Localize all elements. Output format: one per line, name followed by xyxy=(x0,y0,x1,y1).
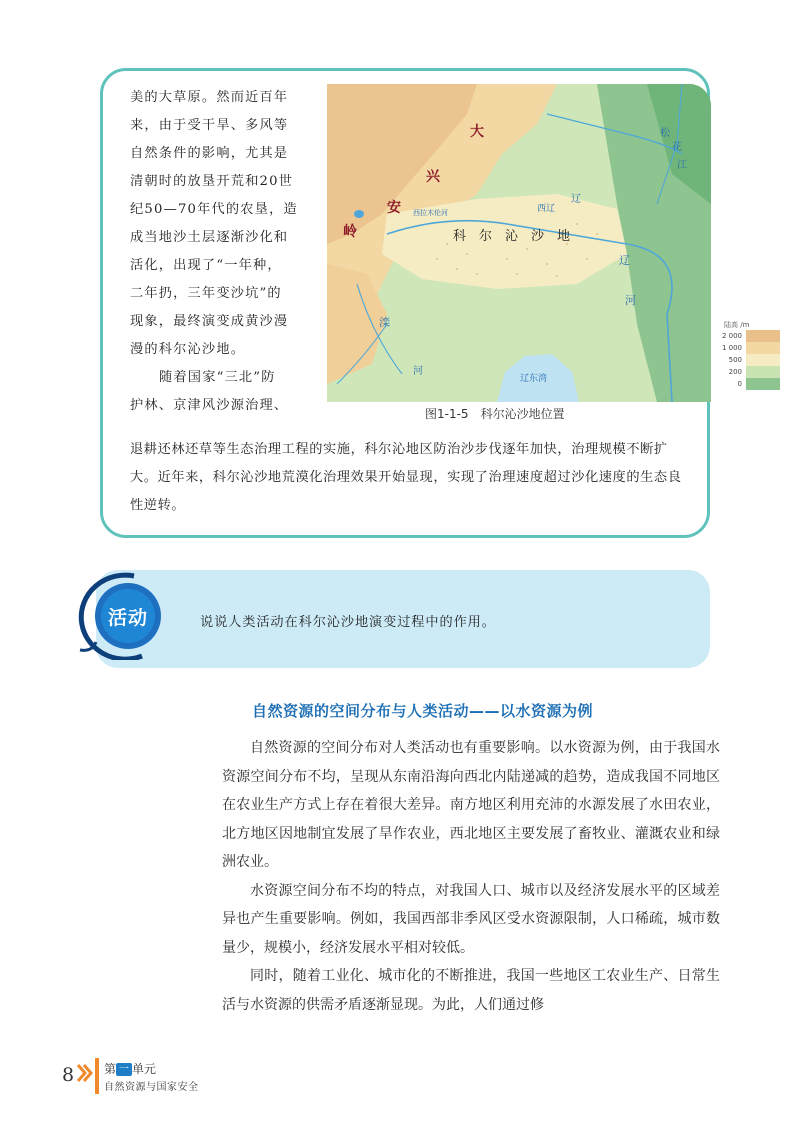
unit-prefix: 第 xyxy=(104,1062,117,1076)
map-label-hua: 花 xyxy=(672,142,682,153)
unit-label xyxy=(104,1060,156,1077)
activity-badge-label: 活动 xyxy=(107,607,148,629)
legend-row xyxy=(722,366,782,378)
body-paragraph: 水资源空间分布不均的特点，对我国人口、城市以及经济发展水平的区域差异也产生重要影响。例如，我国西部非季风区受水资源限制，人口稀疏，城市数量少，规模小，经济发展水平相对较低。 xyxy=(222,882,720,956)
unit-number: 一 xyxy=(116,1063,132,1076)
legend-row xyxy=(722,342,782,354)
legend-row xyxy=(722,330,782,342)
case-line: 来，由于受干旱、多风等 xyxy=(130,118,289,133)
case-line: 漫的科尔沁沙地。 xyxy=(130,342,246,357)
map-label-he: 河 xyxy=(625,294,636,307)
map-label-liao-top: 辽 xyxy=(571,194,581,205)
body-paragraph: 自然资源的空间分布对人类活动也有重要影响。以水资源为例，由于我国水资源空间分布不均，呈现从东南沿海向西北内陆递减的趋势，造成我国不同地区在农业生产方式上存在着很大差异。南方地区利用充沛的水源发展了水田农业，北方地区因地制宜发展了旱作农业，西北地区主要发展了畜牧业、灌溉农业和绿洲农业。 xyxy=(222,740,720,870)
keerqin-map xyxy=(327,84,711,402)
case-line: 现象，最终演变成黄沙漫 xyxy=(130,314,289,329)
unit-suffix: 单元 xyxy=(132,1062,157,1076)
section-heading: 自然资源的空间分布与人类活动——以水资源为例 xyxy=(252,702,594,720)
case-line: 二年扔，三年变沙坑”的 xyxy=(130,286,282,301)
section-body xyxy=(222,734,720,1019)
case-line: 自然条件的影响，尤其是 xyxy=(130,146,289,161)
map-label-liaodong-bay: 辽东湾 xyxy=(520,374,548,384)
legend-label: 200 xyxy=(728,368,742,376)
map-label-upper-river: 西拉木伦河 xyxy=(413,209,448,217)
page-number: 8 xyxy=(62,1064,75,1086)
map-label-xiliao: 西辽 xyxy=(537,204,556,214)
legend-swatch xyxy=(746,354,780,366)
legend-label: 2 000 xyxy=(721,332,742,340)
map-label-liao: 辽 xyxy=(619,254,630,267)
activity-prompt: 说说人类活动在科尔沁沙地演变过程中的作用。 xyxy=(200,615,496,630)
case-side-text xyxy=(130,84,320,420)
case-line: 清朝时的放垦开荒和20世 xyxy=(130,174,294,189)
legend-label: 0 xyxy=(737,380,742,388)
map-label-song: 松 xyxy=(660,128,670,139)
map-label-river-small: 河 xyxy=(413,366,423,377)
case-line: 随着国家“三北”防 xyxy=(159,370,276,385)
map-label-ling: 岭 xyxy=(343,224,357,240)
chevron-right-icon xyxy=(76,1062,94,1088)
map-label-xing: 兴 xyxy=(426,169,440,185)
legend-row xyxy=(722,378,782,390)
case-line: 护林、京津风沙源治理、 xyxy=(130,398,289,413)
footer-divider xyxy=(95,1058,99,1094)
map-caption: 图1-1-5 科尔沁沙地位置 xyxy=(425,407,565,421)
legend-swatch xyxy=(746,330,780,342)
map-label-da: 大 xyxy=(470,124,484,140)
case-line: 成当地沙土层逐渐沙化和 xyxy=(130,230,289,245)
body-paragraph: 同时，随着工业化、城市化的不断推进，我国一些地区工农业生产、日常生活与水资源的供需矛盾逐渐显现。为此，人们通过修 xyxy=(222,968,720,1013)
map-label-jiang: 江 xyxy=(677,160,687,171)
legend-label: 1 000 xyxy=(721,344,742,352)
case-line: 活化，出现了“一年种， xyxy=(130,258,282,273)
map-label-luan: 滦 xyxy=(379,316,390,329)
legend-title: 陆高 /m xyxy=(724,321,750,329)
case-line: 纪50—70年代的农垦，造 xyxy=(130,202,298,217)
legend-swatch xyxy=(746,342,780,354)
map-label-an: 安 xyxy=(387,200,401,216)
legend-swatch xyxy=(746,366,780,378)
legend-row xyxy=(722,354,782,366)
legend-label: 500 xyxy=(728,356,742,364)
map-label-sandland: 科 尔 沁 沙 地 xyxy=(453,229,571,244)
case-line: 美的大草原。然而近百年 xyxy=(130,90,289,105)
legend-swatch xyxy=(746,378,780,390)
book-title: 自然资源与国家安全 xyxy=(104,1082,199,1093)
map-legend xyxy=(722,320,782,390)
case-full-text: 退耕还林还草等生态治理工程的实施，科尔沁地区防治沙步伐逐年加快，治理规模不断扩大。近年来，科尔沁沙地荒漠化治理效果开始显现，实现了治理速度超过沙化速度的生态良性逆转。 xyxy=(130,442,682,513)
